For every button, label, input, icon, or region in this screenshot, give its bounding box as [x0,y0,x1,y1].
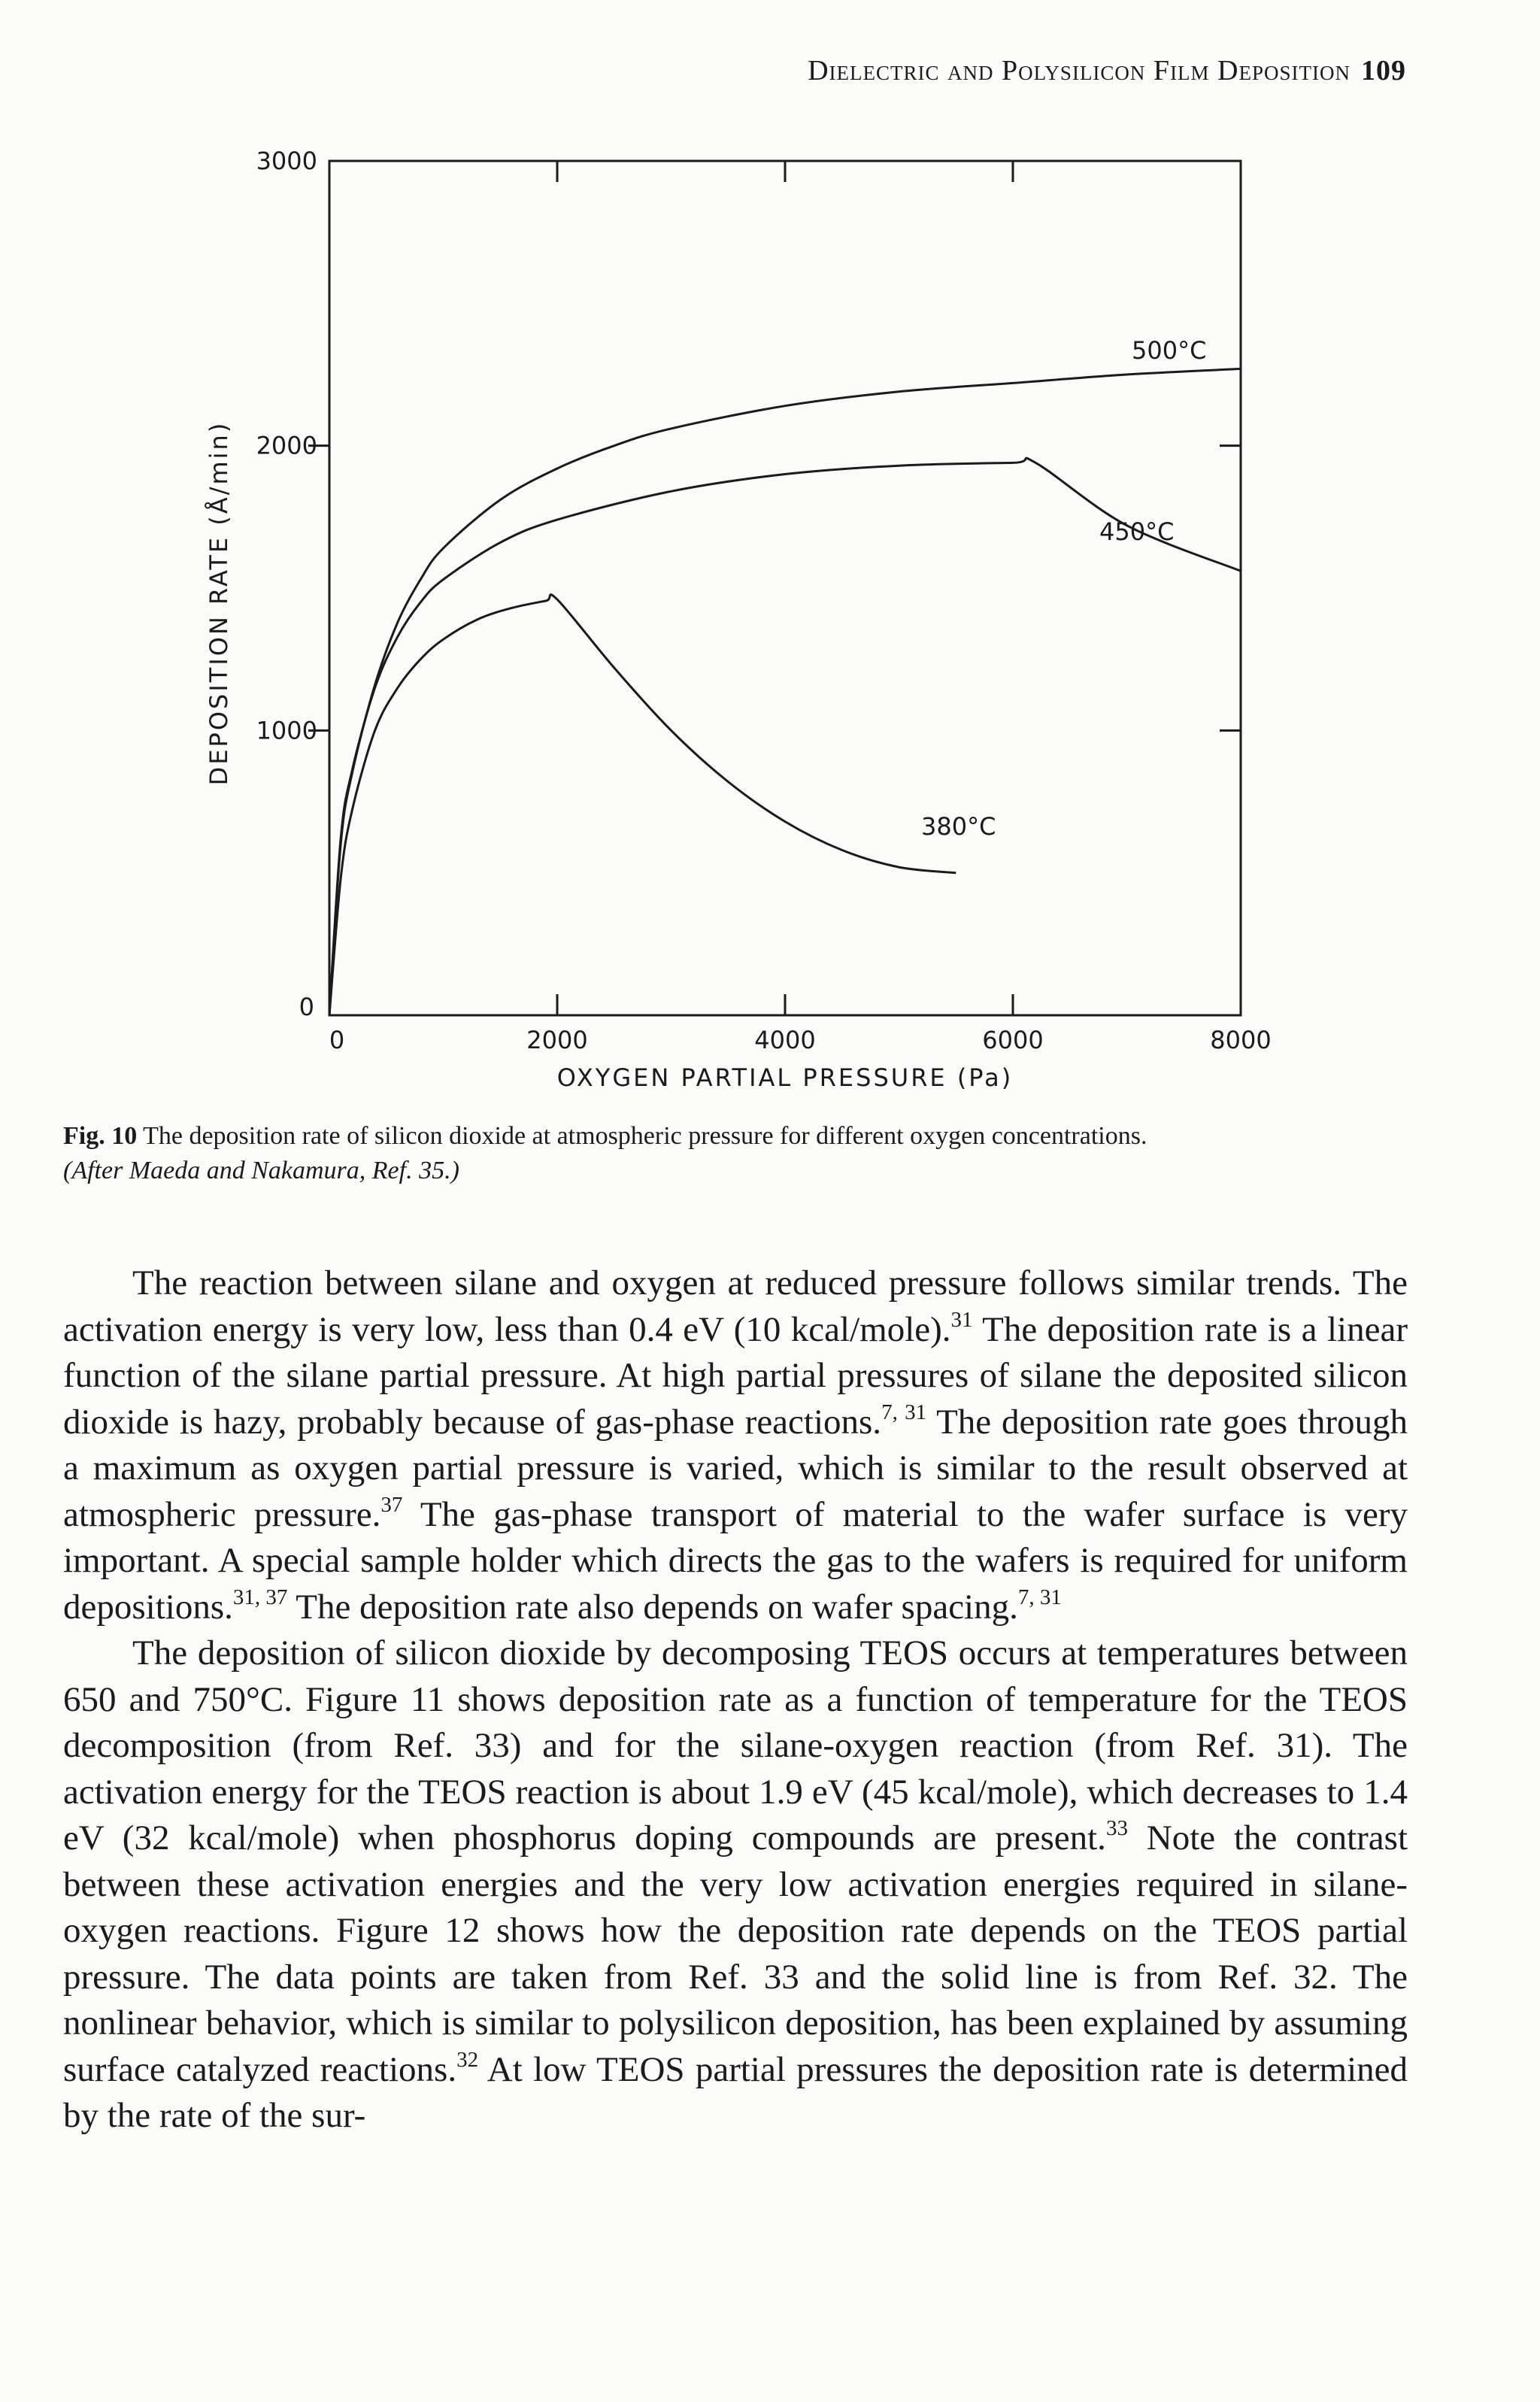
series-label: 500°C [1132,336,1207,365]
reference-superscript: 7, 31 [1017,1585,1062,1609]
text-run: The gas-phase transport of material to the wafer surface is very important. A special sample holder which directs the gas to the wafers is required for uniform depositions. [63,1494,1408,1627]
plot-frame [329,161,1241,1015]
reference-superscript: 7, 31 [881,1400,927,1424]
x-tick-label: 4000 [754,1026,816,1054]
y-axis-title: DEPOSITION RATE (Å/min) [205,420,233,786]
y-tick-label: 0 [299,993,314,1021]
y-tick-label: 3000 [256,147,317,175]
paragraph-2 [63,1630,1408,2140]
series-label: 380°C [921,812,996,841]
x-tick-label: 8000 [1210,1026,1272,1054]
text-run: The reaction between silane and oxygen at reduced pressure follows similar trends. The activation energy is very low, less than 0.4 eV (10 kcal/mole). [63,1263,1408,1349]
paragraph-1 [63,1260,1408,1630]
page-number: 109 [1361,55,1406,86]
x-axis-title: OXYGEN PARTIAL PRESSURE (Pa) [556,1063,1014,1092]
text-run: The deposition rate goes through a maximum as oxygen partial pressure is varied, which is similar to the result observed at atmospheric pressure. [63,1402,1408,1534]
reference-superscript: 37 [380,1492,403,1517]
running-head-title: Dielectric and Polysilicon Film Deposition [808,55,1351,86]
text-run: At low TEOS partial pressures the deposition rate is determined by the rate of the sur- [63,2049,1408,2135]
reference-superscript: 33 [1105,1816,1128,1840]
series-line [329,368,1241,1015]
series-line [329,595,956,1015]
text-run: The deposition rate is a linear function of the silane partial pressure. At high partial pressures of silane the deposited silicon dioxide is hazy, probably because of gas-phase reactions. [63,1309,1408,1442]
x-tick-label: 6000 [982,1026,1044,1054]
y-tick-label: 1000 [256,716,317,745]
x-tick-label: 0 [329,1026,345,1054]
caption-source: (After Maeda and Nakamura, Ref. 35.) [63,1157,459,1184]
y-tick-label: 2000 [256,431,317,460]
text-run: The deposition of silicon dioxide by decomposing TEOS occurs at temperatures between 650 and 750°C. Figure 11 shows deposition rate as a function of temperature for the TEOS decomposition (from Ref. 33) and for the silane-oxygen reaction (from Ref. 31). The activation energy for the TEOS reaction is about 1.9 eV (45 kcal/mole), which decreases to 1.4 eV (32 kcal/mole) when phosphorus doping compounds are present. [63,1633,1408,1858]
reference-superscript: 32 [456,2047,479,2072]
caption-figure-number: Fig. 10 [63,1122,138,1150]
body-text [63,1260,1408,2140]
caption-text: The deposition rate of silicon dioxide at atmospheric pressure for different oxygen concentrations. [143,1122,1147,1150]
text-run: The deposition rate also depends on wafer spacing. [287,1587,1018,1627]
series-group [329,336,1241,1015]
figure-10-chart [0,0,1540,1113]
series-label: 450°C [1099,517,1175,546]
reference-superscript: 31, 37 [232,1585,288,1609]
reference-superscript: 31 [950,1307,973,1332]
x-tick-label: 2000 [526,1026,588,1054]
figure-caption [63,1119,1477,1188]
text-run: Note the contrast between these activation energies and the very low activation energies required in silane-oxygen reactions. Figure 12 shows how the deposition rate depends on the TEOS partial pressure. The data points are taken from Ref. 33 and the solid line is from Ref. 32. The nonlinear behavior, which is similar to polysilicon deposition, has been explained by assuming surface catalyzed reactions. [63,1818,1408,2089]
